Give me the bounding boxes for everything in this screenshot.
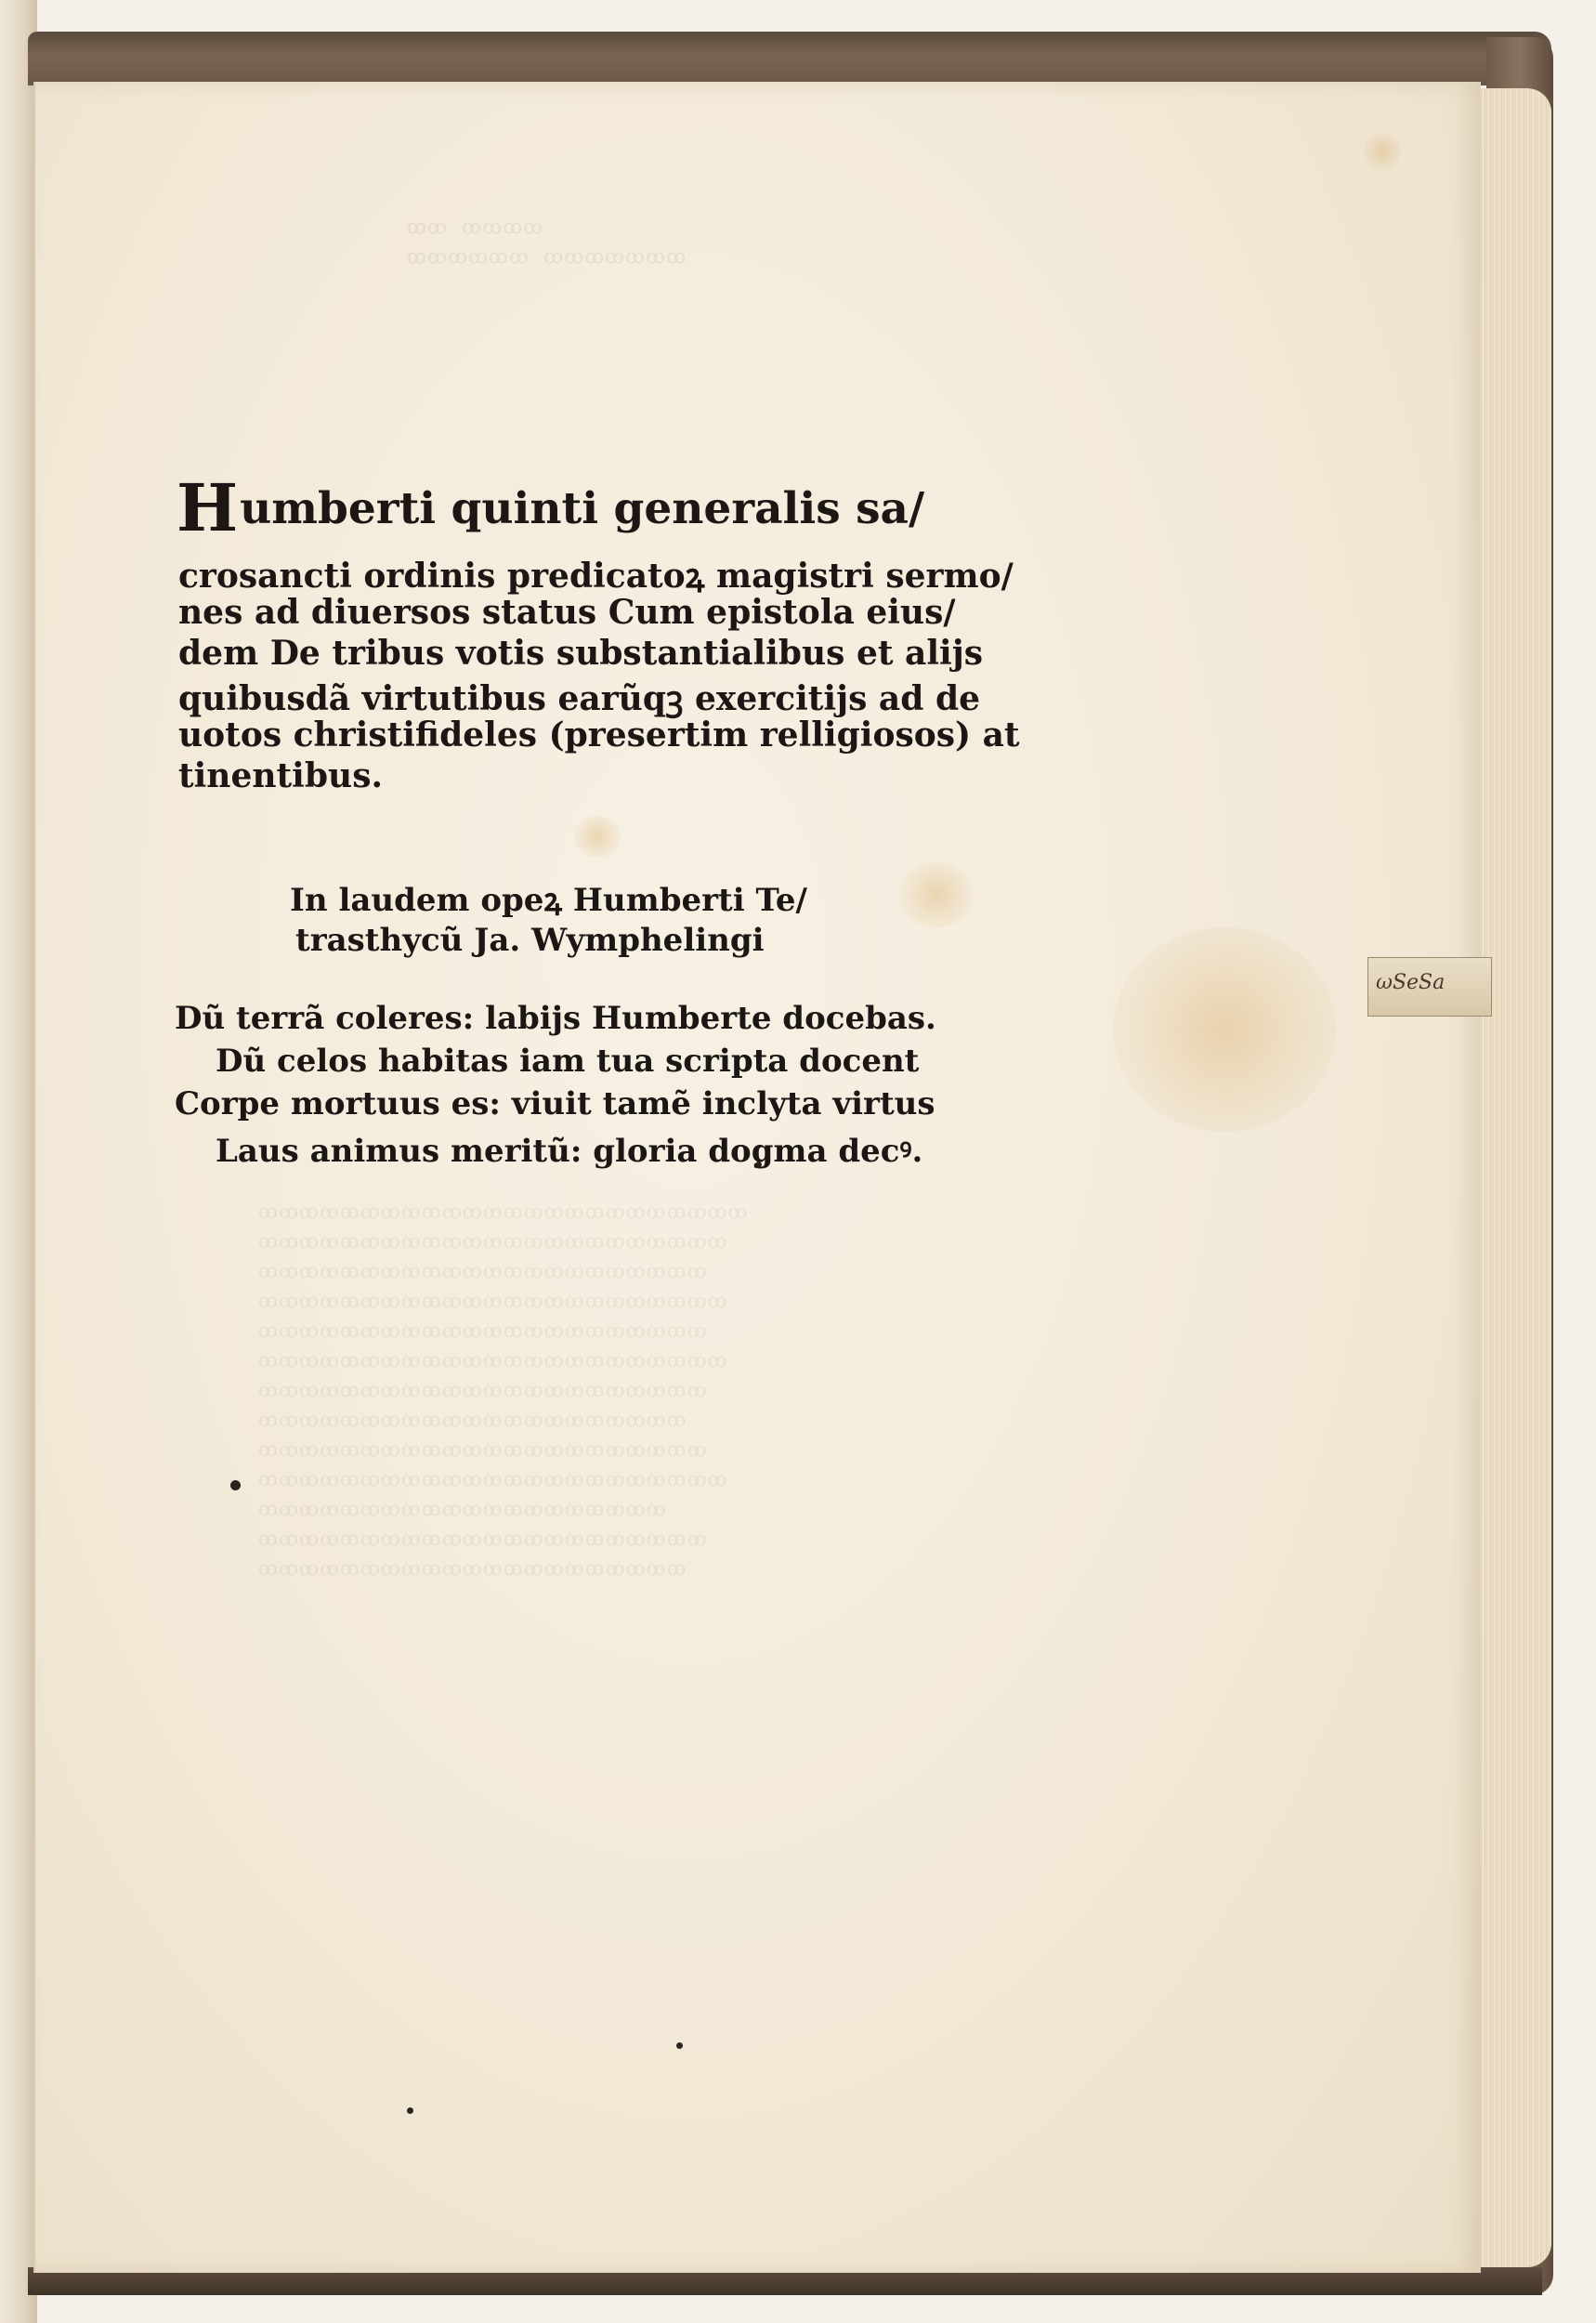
title-line-2: crosancti ordinis predicatoꝝ magistri sermo/ (178, 557, 1014, 596)
paper-stain (1364, 133, 1401, 170)
paper-stain (574, 816, 621, 858)
tetrastichon-line-2: trasthycũ Ja. Wymphelingi (295, 922, 765, 959)
wormhole (676, 2042, 683, 2049)
verse-line-1: Dũ terrã coleres: labijs Humberte docebas. (175, 1000, 936, 1037)
slip-note: ωSeSa (1376, 971, 1446, 994)
paper-stain (1113, 927, 1336, 1132)
binding-board-top (28, 32, 1551, 85)
verse-line-4: Laus animus meritũ: gloria dogma decꝰ. (216, 1133, 923, 1170)
paper-stain (899, 862, 974, 927)
title-line-text: umberti quinti generalis sa/ (240, 483, 925, 534)
wormhole (407, 2107, 413, 2114)
title-line-3: nes ad diuersos status Cum epistola eius/ (178, 593, 956, 632)
title-line-1 (177, 469, 925, 546)
verse-line-2: Dũ celos habitas iam tua scripta docent (216, 1043, 920, 1080)
tetrastichon-line-1: In laudem opeꝝ Humberti Te/ (290, 882, 807, 919)
paper-slip-tab (1367, 957, 1492, 1017)
title-line-4: dem De tribus votis substantialibus et alijs (178, 634, 983, 673)
title-line-5: quibusdã virtutibus earũqꝫ exercitijs ad de (178, 679, 981, 718)
title-page (33, 82, 1481, 2273)
title-line-6: uotos christifideles (presertim relligiosos) at (178, 715, 1020, 755)
drop-cap: H (177, 469, 239, 546)
show-through-text: ꝏꝏ ꝏꝏꝏꝏ ꝏꝏꝏꝏꝏꝏ ꝏꝏꝏꝏꝏꝏꝏ (407, 216, 687, 268)
title-line-7: tinentibus. (178, 756, 384, 795)
show-through-text: ꝏꝏꝏꝏꝏꝏꝏꝏꝏꝏꝏꝏꝏꝏꝏꝏꝏꝏꝏꝏꝏꝏꝏꝏ ꝏꝏꝏꝏꝏꝏꝏꝏꝏꝏꝏꝏꝏꝏꝏꝏꝏꝏꝏꝏꝏꝏꝏ ꝏꝏꝏꝏꝏꝏꝏꝏꝏꝏꝏꝏꝏꝏꝏꝏꝏꝏꝏꝏꝏꝏ ꝏꝏꝏꝏꝏꝏꝏꝏꝏꝏꝏꝏꝏꝏꝏꝏꝏꝏꝏꝏꝏꝏꝏ ꝏꝏꝏꝏꝏꝏꝏꝏꝏꝏꝏꝏꝏꝏꝏꝏꝏꝏꝏꝏꝏꝏ ꝏꝏꝏꝏꝏꝏꝏꝏꝏꝏꝏꝏꝏꝏꝏꝏꝏꝏꝏꝏꝏꝏꝏ ꝏꝏꝏꝏꝏꝏꝏꝏꝏꝏꝏꝏꝏꝏꝏꝏꝏꝏꝏꝏꝏꝏ ꝏꝏꝏꝏꝏꝏꝏꝏꝏꝏꝏꝏꝏꝏꝏꝏꝏꝏꝏꝏꝏ ꝏꝏꝏꝏꝏꝏꝏꝏꝏꝏꝏꝏꝏꝏꝏꝏꝏꝏꝏꝏꝏꝏ ꝏꝏꝏꝏꝏꝏꝏꝏꝏꝏꝏꝏꝏꝏꝏꝏꝏꝏꝏꝏꝏꝏꝏ ꝏꝏꝏꝏꝏꝏꝏꝏꝏꝏꝏꝏꝏꝏꝏꝏꝏꝏꝏꝏ ꝏꝏꝏꝏꝏꝏꝏꝏꝏꝏꝏꝏꝏꝏꝏꝏꝏꝏꝏꝏꝏꝏ ꝏꝏꝏꝏꝏꝏꝏꝏꝏꝏꝏꝏꝏꝏꝏꝏꝏꝏꝏꝏꝏ (258, 1201, 749, 1580)
facing-page-edge (0, 0, 37, 2323)
wormhole (230, 1480, 241, 1490)
verse-line-3: Corpe mortuus es: viuit tamẽ inclyta virtus (175, 1085, 935, 1122)
